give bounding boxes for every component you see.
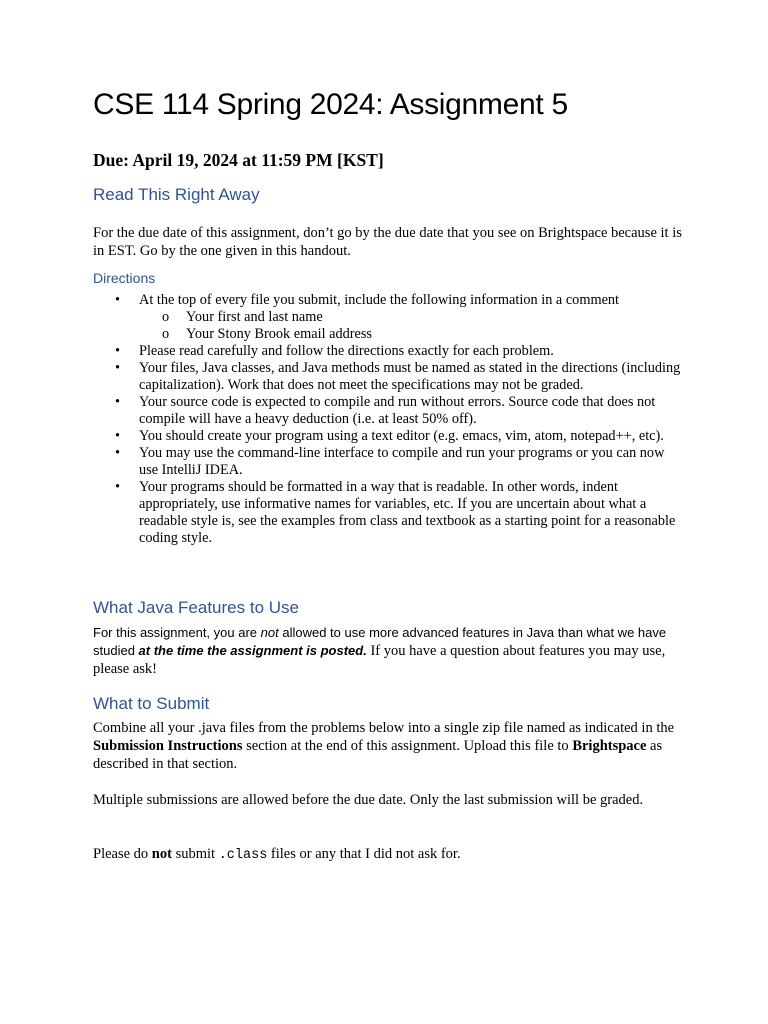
heading-directions: Directions [93,270,156,286]
submit-paragraph-1: Combine all your .java files from the problems below into a single zip file named as indicated in the Submission Instructions section at the end of this assignment. Upload this file to Brightspace as described in that section. [93,720,675,772]
submit-paragraph-2: Multiple submissions are allowed before the due date. Only the last submission will be graded. [93,792,644,808]
list-item: • Your source code is expected to compile and run without errors. Source code that does not compile will have a heavy deduction (i.e. at least 50% off). [93,394,683,428]
heading-java-features: What Java Features to Use [93,598,299,617]
heading-read-this-right-away: Read This Right Away [93,185,260,204]
emphasis-time-posted: at the time the assignment is posted. [138,643,367,658]
sub-list-item: o Your first and last name [139,309,683,326]
list-item-text: At the top of every file you submit, include the following information in a comment [139,292,620,308]
due-date: Due: April 19, 2024 at 11:59 PM [KST] [93,150,384,170]
list-item [93,292,683,343]
brightspace-bold: Brightspace [572,738,647,754]
submit-paragraph-3: Please do not submit .class files or any that I did not ask for. [93,846,461,863]
list-item: • You may use the command-line interface to compile and run your programs or you can now use IntelliJ IDEA. [93,445,683,479]
list-item: • Your files, Java classes, and Java methods must be named as stated in the directions (including capitalization). Work that does not meet the specifications may not be graded. [93,360,683,394]
emphasis-not: not [260,625,279,640]
list-item: • Please read carefully and follow the directions exactly for each problem. [93,343,683,360]
document-title: CSE 114 Spring 2024: Assignment 5 [93,88,568,121]
class-file-code: .class [218,848,268,863]
list-item: • You should create your program using a text editor (e.g. emacs, vim, atom, notepad++, etc). [93,428,683,445]
directions-list [93,292,683,547]
submission-instructions-bold: Submission Instructions [93,738,243,754]
features-paragraph: For this assignment, you are not allowed to use more advanced features in Java than what we have studied at the time the assignment is posted. If you have a question about features you may use, please ask! [93,625,667,677]
heading-what-to-submit: What to Submit [93,694,210,713]
read-away-paragraph: For the due date of this assignment, don’t go by the due date that you see on Brightspace because it is in EST. Go by the one given in this handout. [93,225,682,259]
sub-list [139,309,683,343]
sub-list-item: o Your Stony Brook email address [139,326,683,343]
list-item: • Your programs should be formatted in a way that is readable. In other words, indent appropriately, use informative names for variables, etc. If you are uncertain about what a readable style is, see the examples from class and textbook as a starting point for a reasonable coding style. [93,479,683,547]
not-bold: not [151,846,172,862]
